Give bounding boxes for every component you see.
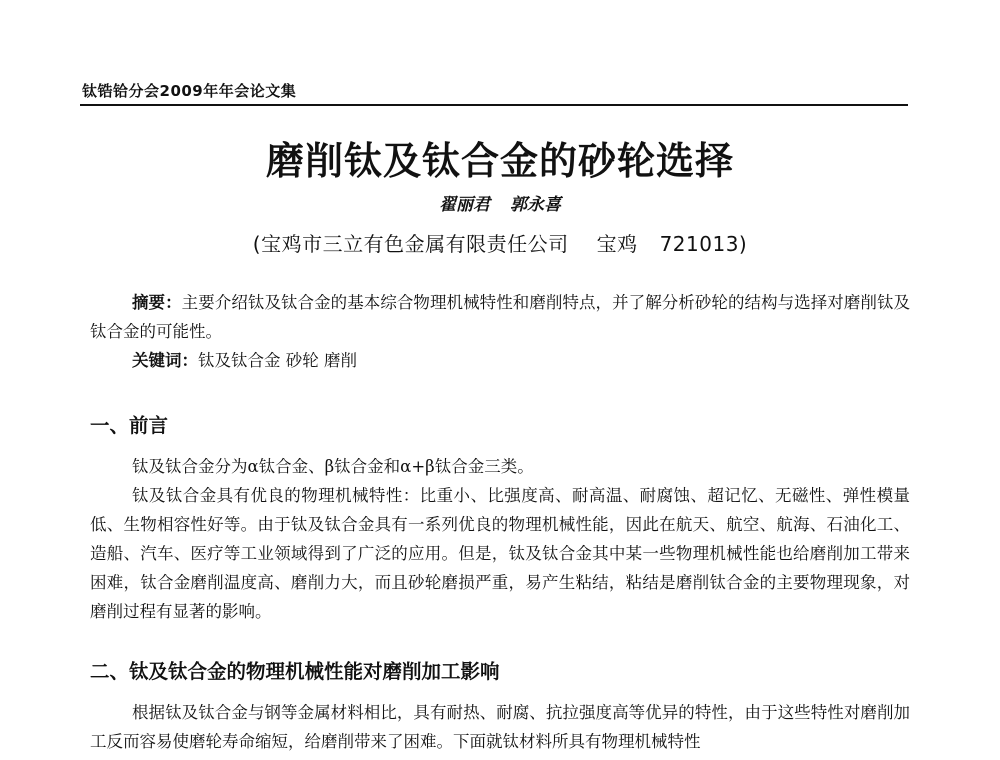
running-header: 钛锆铪分会2009年年会论文集 (82, 82, 297, 100)
abstract-label: 摘要： (132, 293, 182, 312)
affiliation-city: 宝鸡 (596, 232, 638, 256)
body-paragraph: 钛及钛合金具有优良的物理机械特性：比重小、比强度高、耐高温、耐腐蚀、超记忆、无磁性、弹性模量低、生物相容性好等。由于钛及钛合金具有一系列优良的物理机械性能，因此在航天、航空、航海、石油化工、造船、汽车、医疗等工业领域得到了广泛的应用。但是，钛及钛合金其中某一些物理机械性能也给磨削加工带来困难，钛合金磨削温度高、磨削力大，而且砂轮磨损严重，易产生粘结，粘结是磨削钛合金的主要物理现象，对磨削过程有显著的影响。 (90, 486, 910, 621)
section-heading: 二、钛及钛合金的物理机械性能对磨削加工影响 (90, 660, 500, 683)
body-paragraph: 钛及钛合金分为α钛合金、β钛合金和α+β钛合金三类。 (132, 457, 534, 476)
author-list: 翟丽君 郭永喜 (439, 195, 561, 215)
affiliation (0, 228, 1000, 257)
keywords-text: 钛及钛合金 砂轮 磨削 (198, 351, 357, 370)
affiliation-postcode: 721013) (659, 232, 748, 256)
body-paragraph: 根据钛及钛合金与钢等金属材料相比，具有耐热、耐腐、抗拉强度高等优异的特性，由于这些特性对磨削加工反而容易使磨轮寿命缩短，给磨削带来了困难。下面就钛材料所具有物理机械特性 (90, 703, 910, 751)
section-heading: 一、前言 (90, 414, 169, 437)
paper-title: 磨削钛及钛合金的砂轮选择 (265, 138, 734, 183)
abstract-text: 主要介绍钛及钛合金的基本综合物理机械特性和磨削特点，并了解分析砂轮的结构与选择对磨削钛及钛合金的可能性。 (90, 293, 911, 341)
abstract (90, 288, 910, 346)
keywords-label: 关键词： (132, 351, 198, 370)
header-rule (80, 104, 908, 106)
affiliation-organization: (宝鸡市三立有色金属有限责任公司 (252, 232, 569, 256)
keywords (90, 346, 910, 375)
